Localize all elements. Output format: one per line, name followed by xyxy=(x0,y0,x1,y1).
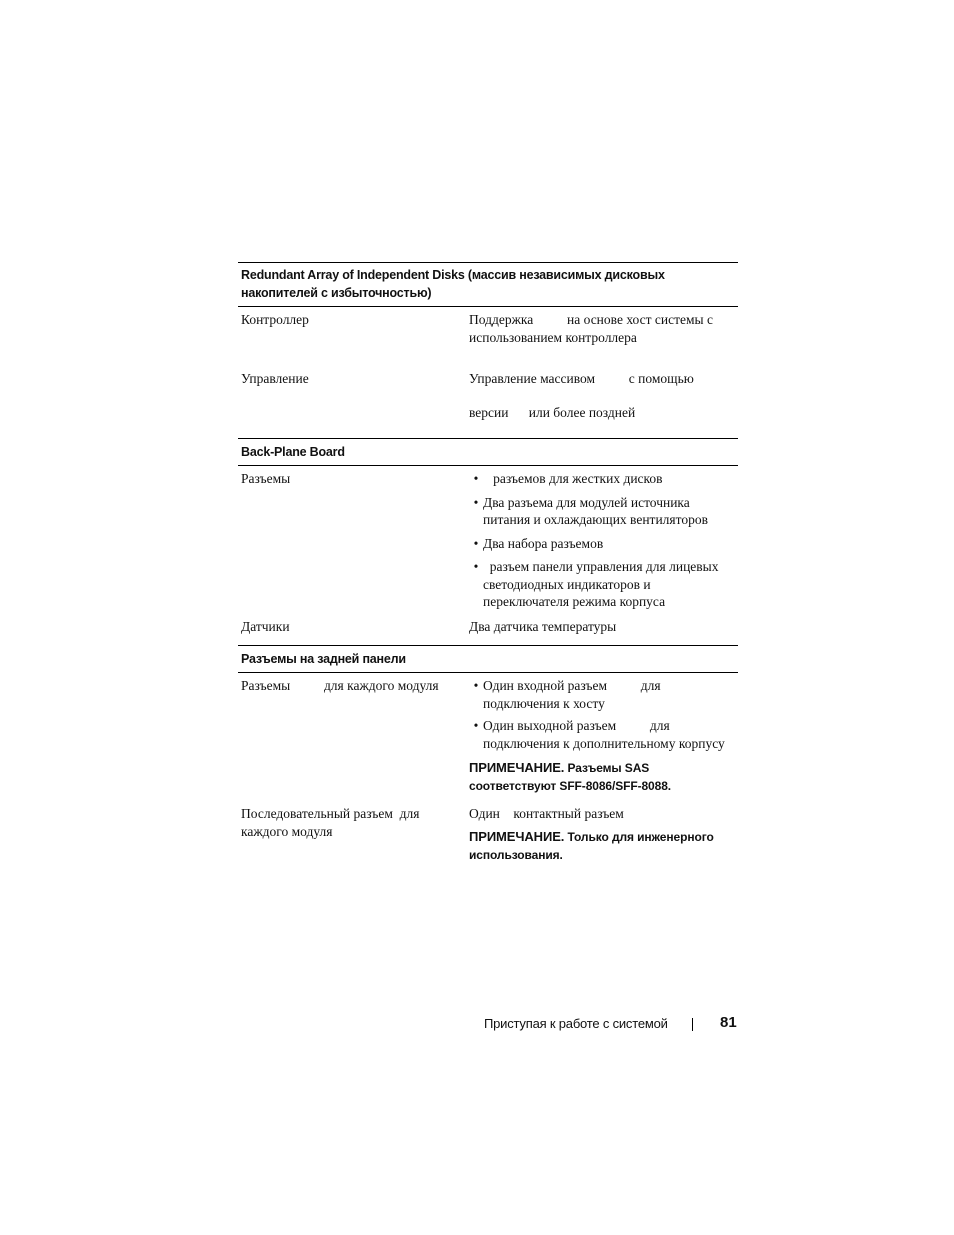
engineering-note xyxy=(469,828,738,864)
serial-label: Последовательный разъем для каждого модуля xyxy=(241,806,423,839)
rear-heading: Разъемы на задней панели xyxy=(238,645,738,673)
raid-heading: Redundant Array of Independent Disks (массив независимых дисковых накопителей с избыточностью) xyxy=(238,262,738,307)
sensors-label: Датчики xyxy=(241,618,290,634)
page-footer xyxy=(484,1014,736,1034)
list-item: • Два набора разъемов xyxy=(473,535,604,551)
controller-value: Поддержка на основе хост системы с использованием контроллера xyxy=(469,312,717,345)
management-row xyxy=(238,370,738,421)
management-value-line-1: Управление массивом с помощью xyxy=(469,371,694,386)
backplane-connectors-list xyxy=(466,470,738,611)
note-text: Разъемы SAS соответствуют SFF-8086/SFF-8088. xyxy=(469,761,672,793)
rear-connectors-label: Разъемы для каждого модуля xyxy=(241,678,439,693)
list-item: • Один выходной разъем для подключения к дополнительному корпусу xyxy=(473,718,725,751)
rear-connectors-row xyxy=(238,677,738,795)
list-item: • разъемов для жестких дисков xyxy=(473,471,663,486)
management-value-line-2: версии или более поздней xyxy=(469,404,636,420)
backplane-connectors-label: Разъемы xyxy=(241,471,291,486)
note-label: ПРИМЕЧАНИЕ. xyxy=(469,760,565,775)
list-item: • Один входной разъем для подключения к хосту xyxy=(473,678,664,711)
serial-value-cell xyxy=(466,805,738,864)
footer-separator xyxy=(692,1018,693,1031)
serial-row xyxy=(238,805,738,864)
controller-label: Контроллер xyxy=(241,312,309,327)
backplane-heading: Back-Plane Board xyxy=(238,438,738,466)
sensors-row xyxy=(238,618,738,636)
management-label: Управление xyxy=(241,371,309,386)
serial-value: Один контактный разъем xyxy=(469,806,624,821)
footer-title: Приступая к работе с системой xyxy=(484,1016,668,1031)
sas-note xyxy=(469,759,738,795)
list-item: • разъем панели управления для лицевых светодиодных индикаторов и переключателя режима корпуса xyxy=(473,559,722,609)
controller-row xyxy=(238,311,738,346)
note-text: Только для инженерного использования. xyxy=(469,829,714,862)
list-item: • Два разъема для модулей источника питания и охлаждающих вентиляторов xyxy=(473,494,708,527)
management-value xyxy=(466,370,738,421)
page-number: 81 xyxy=(720,1014,737,1031)
sensors-value: Два датчика температуры xyxy=(469,618,617,634)
backplane-connectors-row xyxy=(238,470,738,611)
rear-connectors-list xyxy=(466,677,738,795)
spec-table xyxy=(238,262,738,864)
note-label: ПРИМЕЧАНИЕ. xyxy=(469,828,565,844)
